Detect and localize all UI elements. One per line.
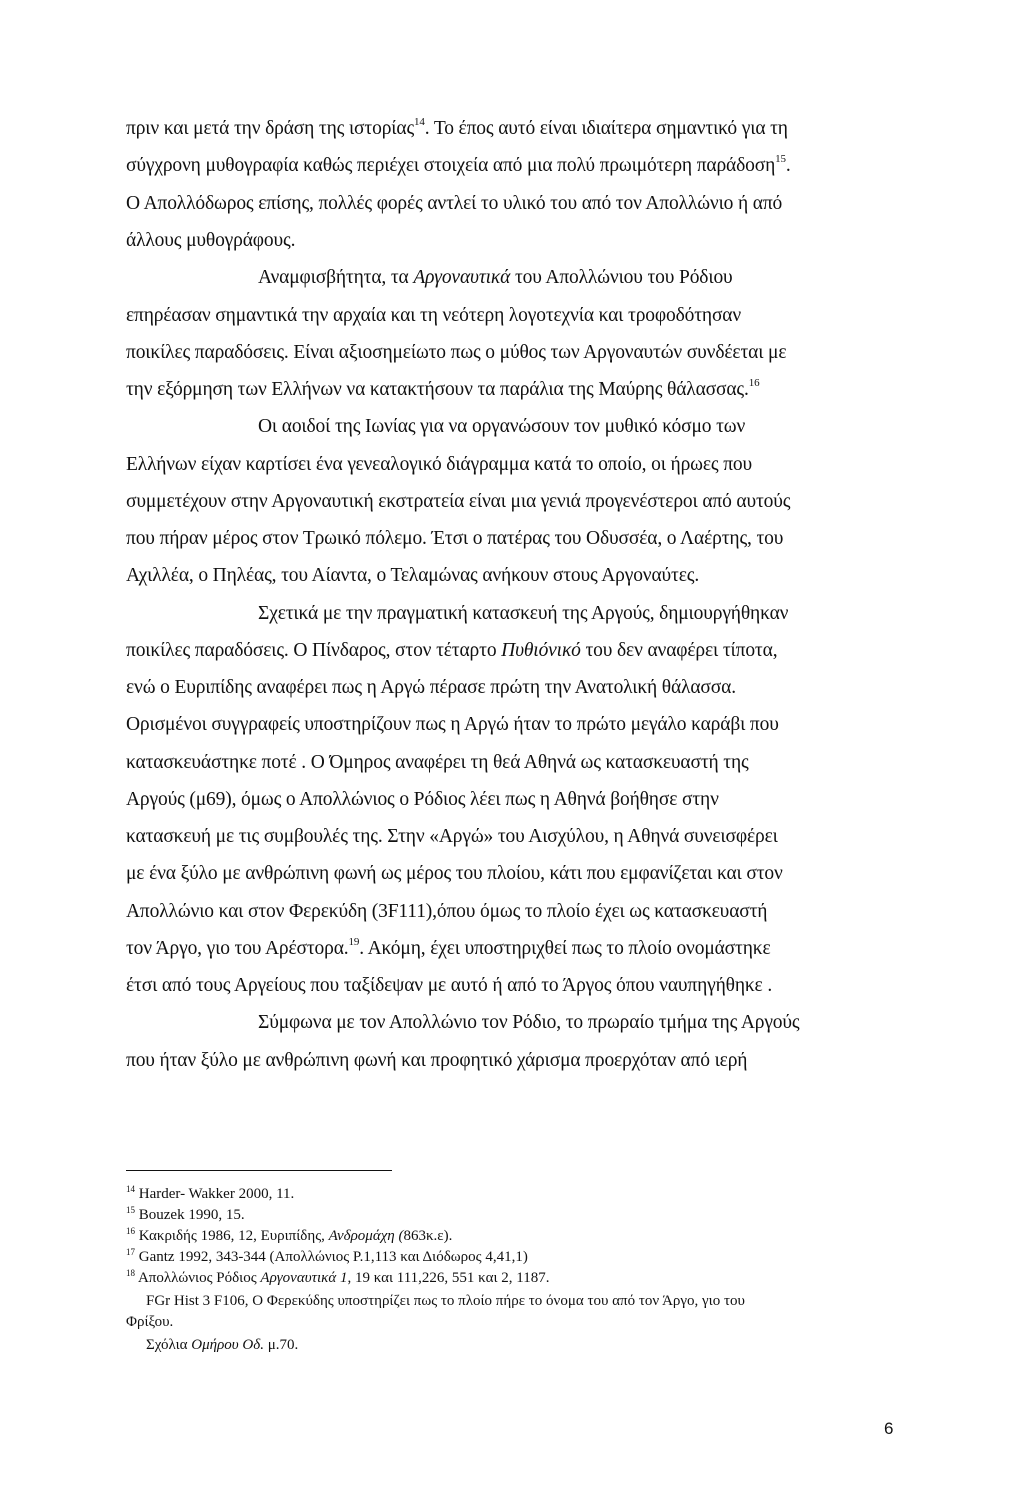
text-line: Ο Απολλόδωρος επίσης, πολλές φορές αντλεί το υλικό του από τον Απολλώνιο ή από	[126, 193, 783, 214]
footnote-separator	[126, 1170, 392, 1171]
text-line: Σύμφωνα με τον Απολλώνιο τον Ρόδιο, το πρωραίο τμήμα της Αργούς	[258, 1012, 800, 1033]
footnote: $^{14}$ Harder- Wakker 2000, 11.	[126, 1184, 295, 1202]
text-line: ποικίλες παραδόσεις. Είναι αξιοσημείωτο πως ο μύθος των Αργοναυτών συνδέεται με	[126, 342, 787, 363]
text-line: σύγχρονη μυθογραφία καθώς περιέχει στοιχεία από μια πολύ πρωιμότερη παράδοση$^{15}$.	[126, 153, 791, 176]
text-line: πριν και μετά την δράση της ιστορίας$^{14}$. Το έπος αυτό είναι ιδιαίτερα σημαντικό για τη	[126, 116, 788, 139]
text-line: έτσι από τους Αργείους που ταξίδεψαν με αυτό ή από το Άργος όπου ναυπηγήθηκε .	[126, 975, 773, 996]
text-line: Αχιλλέα, ο Πηλέας, του Αίαντα, ο Τελαμώνας ανήκουν στους Αργοναύτες.	[126, 565, 700, 586]
text-line: Απολλώνιο και στον Φερεκύδη (3F111),όπου όμως το πλοίο έχει ως κατασκευαστή	[126, 901, 768, 922]
footnote-ref: 14	[414, 116, 425, 128]
text-line: Οι αοιδοί της Ιωνίας για να οργανώσουν τον μυθικό κόσμο των	[258, 416, 746, 437]
text-line: με ένα ξύλο με ανθρώπινη φωνή ως μέρος του πλοίου, κάτι που εμφανίζεται και στον	[126, 863, 783, 884]
text-line: συμμετέχουν στην Αργοναυτική εκστρατεία είναι μια γενιά προγενέστεροι από αυτούς	[126, 491, 791, 512]
text-line: Αργούς (μ69), όμως ο Απολλώνιος ο Ρόδιος λέει πως η Αθηνά βοήθησε στην	[126, 789, 719, 810]
page-number: 6	[884, 1419, 894, 1438]
footnote: $^{17}$ Gantz 1992, 343-344 (Απολλώνιος Ρ.1,113 και Διόδωρος 4,41,1)	[126, 1247, 528, 1265]
footnote-ref: 19	[348, 936, 360, 948]
text-line: τον Άργο, γιο του Αρέστορα.$^{19}$. Ακόμη, έχει υποστηριχθεί πως το πλοίο ονομάστηκε	[126, 936, 771, 959]
text-line: ενώ ο Ευριπίδης αναφέρει πως η Αργώ πέρασε πρώτη την Ανατολική θάλασσα.	[126, 677, 736, 698]
footnote-ref: 16	[748, 377, 760, 389]
text-line: επηρέασαν σημαντικά την αρχαία και τη νεότερη λογοτεχνία και τροφοδότησαν	[126, 305, 742, 326]
footnote-ref: 15	[775, 153, 786, 165]
text-line: που πήραν μέρος στον Τρωικό πόλεμο. Έτσι ο πατέρας του Οδυσσέα, ο Λαέρτης, του	[126, 528, 784, 549]
footnote: Σχόλια Ομήρου Οδ. μ.70.	[146, 1337, 299, 1353]
footnote: FGr Hist 3 F106, Ο Φερεκύδης υποστηρίζει πως το πλοίο πήρε το όνομα του από τον Άργο, γιο του	[146, 1293, 745, 1309]
text-line: Ορισμένοι συγγραφείς υποστηρίζουν πως η Αργώ ήταν το πρώτο μεγάλο καράβι που	[126, 714, 779, 735]
text-line: Ελλήνων είχαν καρτίσει ένα γενεαλογικό διάγραμμα κατά το οποίο, οι ήρωες που	[126, 454, 752, 475]
text-line: ποικίλες παραδόσεις. Ο Πίνδαρος, στον τέταρτο Πυθιόνικό του δεν αναφέρει τίποτα,	[126, 640, 778, 661]
footnote: $^{15}$ Bouzek 1990, 15.	[126, 1205, 245, 1223]
text-line: κατασκευάστηκε ποτέ . Ο Όμηρος αναφέρει τη θεά Αθηνά ως κατασκευαστή της	[126, 752, 749, 773]
footnote: $^{16}$ Κακριδής 1986, 12, Ευριπίδης, Ανδρομάχη (863κ.ε).	[126, 1226, 453, 1244]
footnote: Φρίξου.	[126, 1314, 174, 1330]
text-line: άλλους μυθογράφους.	[126, 230, 296, 251]
text-line: Αναμφισβήτητα, τα Αργοναυτικά του Απολλώνιου του Ρόδιου	[258, 267, 733, 288]
text-line: που ήταν ξύλο με ανθρώπινη φωνή και προφητικό χάρισμα προερχόταν από ιερή	[126, 1050, 748, 1071]
text-line: Σχετικά με την πραγματική κατασκευή της Αργούς, δημιουργήθηκαν	[258, 603, 789, 624]
text-line: την εξόρμηση των Ελλήνων να κατακτήσουν τα παράλια της Μαύρης θάλασσας.$^{16}$	[126, 377, 760, 400]
text-line: κατασκευή με τις συμβουλές της. Στην «Αργώ» του Αισχύλου, η Αθηνά συνεισφέρει	[126, 826, 778, 847]
footnote: $^{18}$ Απολλώνιος Ρόδιος Αργοναυτικά 1, 19 και 111,226, 551 και 2, 1187.	[126, 1268, 550, 1286]
